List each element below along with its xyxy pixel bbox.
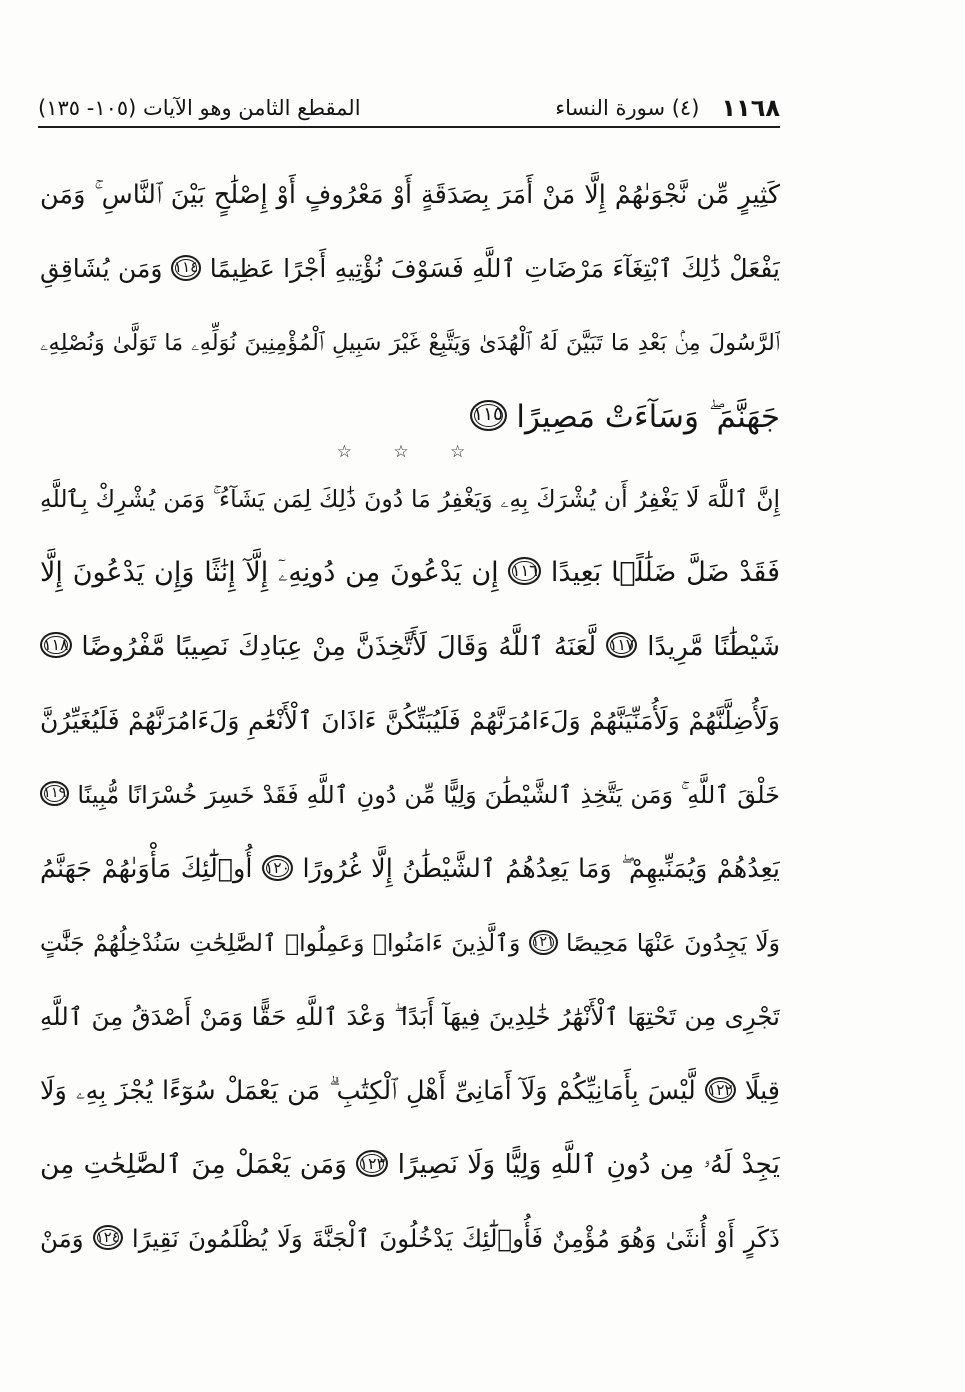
surah-name: (٤) سورة النساء (555, 96, 700, 120)
verse-line (40, 232, 780, 306)
section-separator: ☆ ☆ ☆ (336, 442, 484, 462)
verse-text: جَهَنَّمَ ۖ وَسَآءَتْ مَصِيرًا (516, 399, 780, 435)
verse-text: وَمَنْ (40, 1224, 84, 1253)
verse-text: كَثِيرٍ مِّن نَّجْوَىٰهُمْ إِلَّا مَنْ أَمَرَ بِصَدَقَةٍ أَوْ مَعْرُوفٍ أَوْ إِصْلَٰحٍ بَيْنَ ٱلنَّاسِ ۚ وَمَن (40, 180, 780, 210)
verse-line (40, 906, 780, 980)
verse-text: وَمَن يَعْمَلْ مِنَ ٱلصَّٰلِحَٰتِ مِن (40, 1149, 347, 1180)
ayah-number-medallion: ١٢٠ (262, 855, 293, 881)
ayah-number-medallion: ١١٩ (40, 781, 69, 806)
verse-line-content (40, 684, 780, 758)
ayah-number-medallion: ١١٧ (606, 632, 638, 659)
verse-line-content (40, 1054, 780, 1128)
verse-text: وَٱلَّذِينَ ءَامَنُوا۟ وَعَمِلُوا۟ ٱلصَّٰلِحَٰتِ سَنُدْخِلُهُمْ جَنَّٰتٍ (40, 929, 521, 957)
section-title: المقطع الثامن وهو الآيات (١٠٥- ١٣٥) (38, 96, 361, 120)
verse-text: تَجْرِى مِن تَحْتِهَا ٱلْأَنْهَٰرُ خَٰلِدِينَ فِيهَآ أَبَدًا ۖ وَعْدَ ٱللَّهِ حَقًّا وَمَنْ أَصْدَقُ مِنَ ٱللَّهِ (40, 1002, 780, 1031)
running-header (38, 90, 780, 128)
ayah-number-medallion: ١١٤ (171, 255, 202, 281)
header-right-group (555, 90, 780, 126)
verse-text: فَقَدْ ضَلَّ ضَلَٰلًۢا بَعِيدًا (550, 557, 780, 588)
verse-text: ٱلرَّسُولَ مِنۢ بَعْدِ مَا تَبَيَّنَ لَهُ ٱلْهُدَىٰ وَيَتَّبِعْ غَيْرَ سَبِيلِ ٱلْمُؤْمِنِينَ نُوَلِّهِۦ مَا تَوَلَّىٰ وَنُصْلِهِۦ (40, 330, 780, 356)
passage-2 (40, 462, 780, 1276)
verse-text: وَلَا يَجِدُونَ عَنْهَا مَحِيصًا (566, 929, 780, 957)
verse-line (40, 536, 780, 610)
verse-text: خَلْقَ ٱللَّهِ ۚ وَمَن يَتَّخِذِ ٱلشَّيْطَٰنَ وَلِيًّا مِّن دُونِ ٱللَّهِ فَقَدْ خَسِرَ خُسْرَانًا مُّبِينًا (77, 781, 780, 809)
verse-line-content (40, 158, 780, 232)
passage-1 (40, 158, 780, 454)
verse-line (40, 306, 780, 380)
page-number: ١١٦٨ (721, 94, 780, 122)
verse-line-content (40, 980, 780, 1054)
ayah-number-medallion: ١٢٤ (93, 1225, 123, 1250)
verse-text: يَجِدْ لَهُۥ مِن دُونِ ٱللَّهِ وَلِيًّا وَلَا نَصِيرًا (397, 1149, 780, 1180)
verse-line-content (40, 832, 780, 906)
ayah-number-medallion: ١٢٣ (356, 1150, 388, 1177)
verse-line (40, 610, 780, 684)
verse-line (40, 158, 780, 232)
verse-text: قِيلًا (744, 1076, 780, 1106)
verse-text: شَيْطَٰنًا مَّرِيدًا (647, 632, 780, 662)
ayah-number-medallion: ١٢١ (529, 930, 558, 954)
verse-text: إِنَّ ٱللَّهَ لَا يَغْفِرُ أَن يُشْرَكَ بِهِۦ وَيَغْفِرُ مَا دُونَ ذَٰلِكَ لِمَن يَشَآءُ ۚ وَمَن يُشْرِكْ بِٱللَّهِ (40, 485, 780, 513)
verse-line-content (40, 610, 780, 684)
verse-line-content (40, 1202, 780, 1276)
verse-text: وَلَأُضِلَّنَّهُمْ وَلَأُمَنِّيَنَّهُمْ وَلَءَامُرَنَّهُمْ فَلَيُبَتِّكُنَّ ءَاذَانَ ٱلْأَنْعَٰمِ وَلَءَامُرَنَّهُمْ فَلَيُغَيِّرُنَّ (40, 706, 780, 735)
verse-text: لَّيْسَ بِأَمَانِيِّكُمْ وَلَآ أَمَانِىِّ أَهْلِ ٱلْكِتَٰبِ ۗ مَن يَعْمَلْ سُوٓءًا يُجْزَ بِهِۦ وَلَا (40, 1076, 696, 1106)
verse-line (40, 1054, 780, 1128)
verse-text: لَّعَنَهُ ٱللَّهُ وَقَالَ لَأَتَّخِذَنَّ مِنْ عِبَادِكَ نَصِيبًا مَّفْرُوضًا (81, 632, 597, 662)
verse-text: يَفْعَلْ ذَٰلِكَ ٱبْتِغَآءَ مَرْضَاتِ ٱللَّهِ فَسَوْفَ نُؤْتِيهِ أَجْرًا عَظِيمًا (209, 254, 780, 283)
ayah-number-medallion: ١٢٢ (705, 1077, 736, 1103)
verse-line-content (40, 232, 780, 306)
verse-line (40, 1128, 780, 1202)
verse-line-content (40, 306, 780, 380)
verse-line (40, 832, 780, 906)
verse-line-content (40, 462, 780, 536)
ayah-number-medallion: ١١٨ (40, 632, 72, 659)
verse-text: ذَكَرٍ أَوْ أُنثَىٰ وَهُوَ مُؤْمِنٌ فَأُو۟لَٰٓئِكَ يَدْخُلُونَ ٱلْجَنَّةَ وَلَا يُظْلَمُونَ نَقِيرًا (131, 1224, 780, 1253)
verse-text: أُو۟لَٰٓئِكَ مَأْوَىٰهُمْ جَهَنَّمُ (40, 854, 253, 884)
verse-line-content (40, 1128, 780, 1202)
ayah-number-medallion: ١١٦ (508, 557, 541, 584)
ayah-number-medallion: ١١٥ (470, 400, 507, 431)
verse-text: وَمَن يُشَاقِقِ (40, 254, 163, 283)
verse-line (40, 980, 780, 1054)
verse-line (40, 758, 780, 832)
verse-line (40, 684, 780, 758)
verse-line-content (40, 758, 780, 832)
verse-line (40, 1202, 780, 1276)
verse-text: إِن يَدْعُونَ مِن دُونِهِۦٓ إِلَّآ إِنَٰثًا وَإِن يَدْعُونَ إِلَّا (40, 557, 499, 588)
verse-text: يَعِدُهُمْ وَيُمَنِّيهِمْ ۖ وَمَا يَعِدُهُمُ ٱلشَّيْطَٰنُ إِلَّا غُرُورًا (302, 854, 780, 884)
verse-line-content (40, 536, 780, 610)
verse-line-content (40, 906, 780, 980)
verse-line (40, 462, 780, 536)
page-body (40, 158, 780, 1276)
